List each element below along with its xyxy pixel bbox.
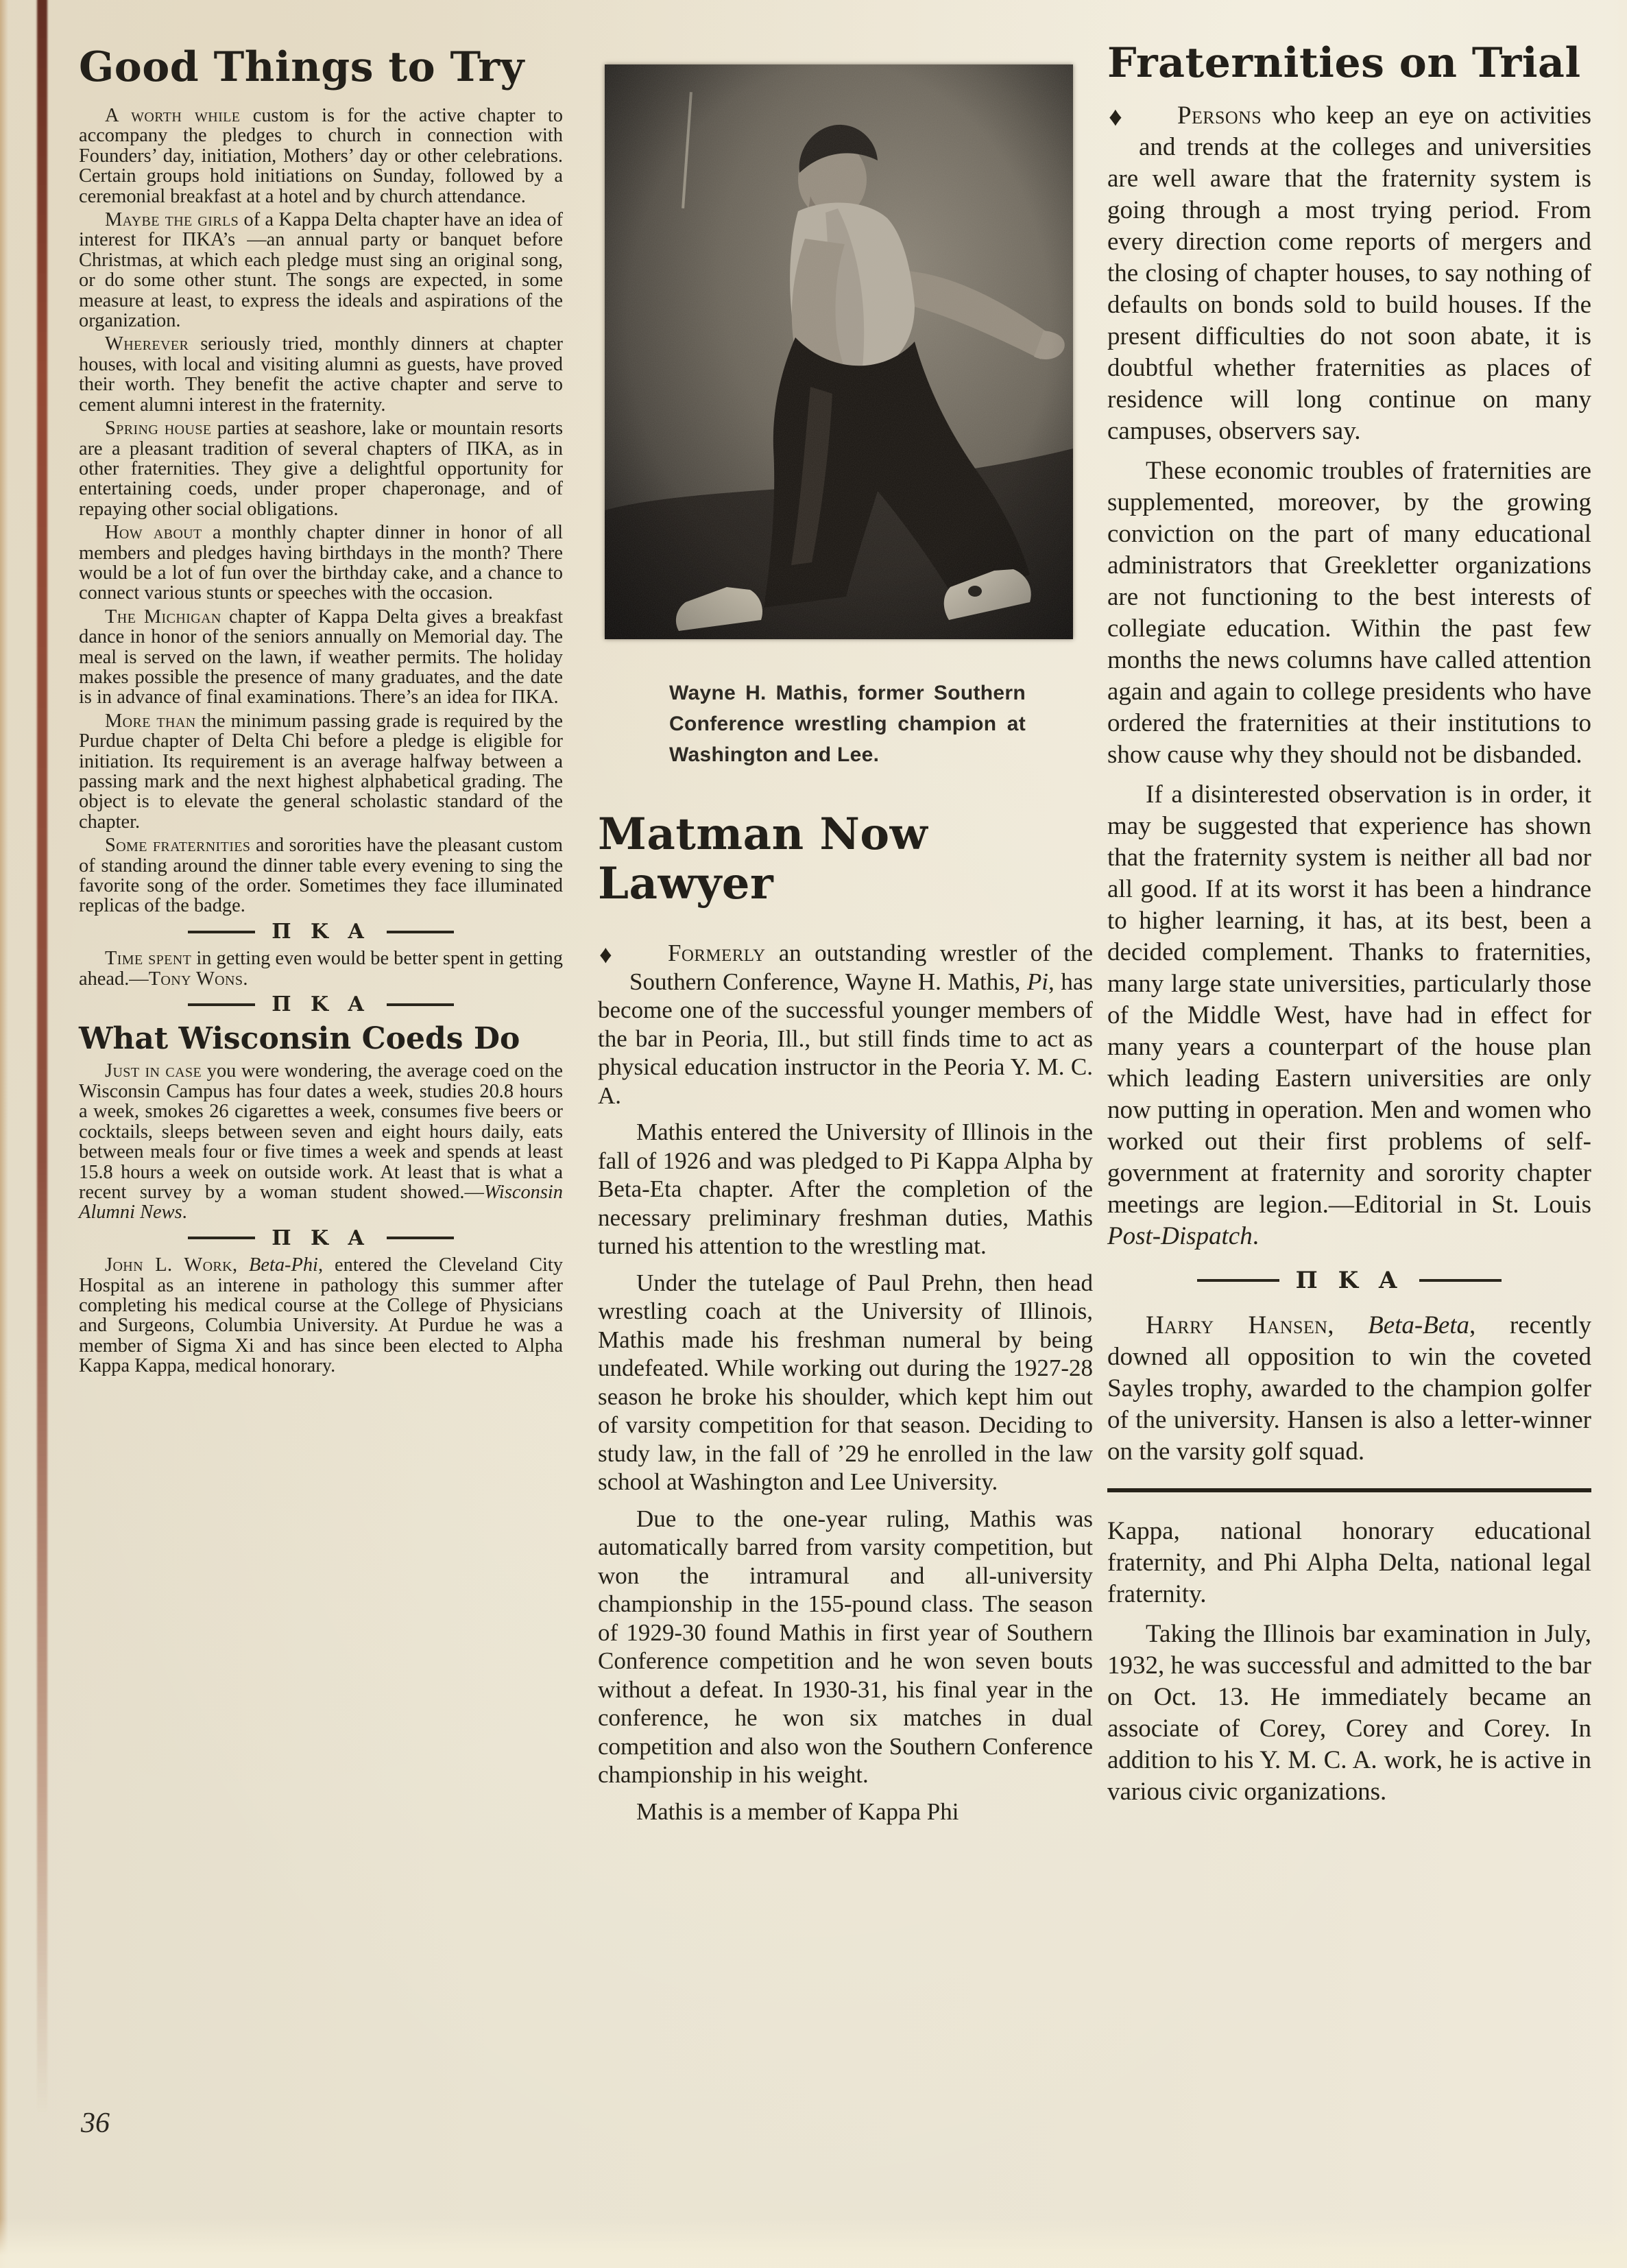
- pka-section-divider: [79, 992, 563, 1017]
- page-right-edge: [1609, 0, 1627, 2268]
- right-column: [1107, 41, 1591, 1816]
- left-column: [79, 41, 563, 1380]
- article-title-matman-now-lawyer: Matman Now Lawyer: [598, 809, 928, 909]
- block-para: Mathis entered the University of Illinois in the fall of 1926 and was pledged to Pi Kappa Alpha by Beta-Eta chapter. After the completion of the necessary preliminary freshman duties, Mathis turned his attention to the wrestling mat.: [598, 1119, 1093, 1259]
- block-para: Mathis is a member of Kappa Phi: [636, 1798, 959, 1825]
- section-rule: [1107, 1488, 1591, 1492]
- block-para: Time spent in getting even would be better spent in getting ahead.—Tony Wons.: [79, 948, 563, 990]
- block-para: The Michigan chapter of Kappa Delta gives a breakfast dance in honor of the seniors annually on Memorial day. The meal is served on the lawn, if weather permits. The holiday makes possible the presence of many graduates, and the date is in advance of final examinations. There’s an idea for ΠKA.: [79, 606, 564, 708]
- divider-dash: [387, 1003, 454, 1006]
- middle-column: [598, 41, 1093, 1834]
- diamond-bullet-icon: ♦: [1109, 102, 1122, 132]
- article-title-what-wisconsin-coeds-do: What Wisconsin Coeds Do: [79, 1021, 520, 1057]
- block-para: Just in case you were wondering, the average coed on the Wisconsin Campus has four dates a week, studies 20.8 hours a week, smokes 26 cigarettes a week, consumes five beers or cocktails, sleeps between seven and eight hours daily, eats between meals four or five times a week and spends at least 15.8 hours a week on outside work. At least that is what a recent survey by a woman student showed.—Wisconsin Alumni News.: [79, 1060, 563, 1223]
- page-number: 36: [81, 2108, 110, 2139]
- block-para: Spring house parties at seashore, lake or mountain resorts are a pleasant tradition of several chapters of ΠKA, as in other fraternities. They give a delightful opportunity for entertaining coeds, under proper chaperonage, and of repaying other social obligations.: [79, 418, 563, 520]
- pka-section-divider: [79, 919, 563, 944]
- block-para: Wherever seriously tried, monthly dinners at chapter houses, with local and visiting alumni as guests, have proved their worth. They benefit the active chapter and serve to cement alumni interest in the fraternity.: [79, 333, 563, 416]
- divider-dash: [188, 1003, 255, 1006]
- block-para: A worth while custom is for the active chapter to accompany the pledges to church in connection with Founders’ day, initiation, Mothers’ day or other celebrations. Certain groups hold initiations on Sunday, followed by a ceremonial breakfast at a hotel and by church attendance.: [79, 105, 563, 207]
- pka-divider-label: Π K A: [272, 919, 370, 944]
- divider-dash: [387, 1237, 454, 1239]
- pka-section-divider: [1107, 1265, 1591, 1296]
- pka-section-divider: [79, 1228, 563, 1248]
- divider-dash: [1197, 1279, 1279, 1282]
- scan-crease: [37, 0, 47, 2114]
- block-para: Due to the one-year ruling, Mathis was automatically barred from varsity competition, but won the intramural and all-university championship in the 155-pound class. The season of 1929-30 found Mathis in first year of Southern Conference competition and he won seven bouts without a defeat. In 1930-31, his final year in the conference, he won six matches in dual competition and also won the Southern Conference championship in his weight.: [598, 1505, 1093, 1788]
- article-title-good-things-to-try: Good Things to Try: [79, 43, 525, 91]
- pka-divider-label: Π K A: [272, 992, 370, 1017]
- block-para: Kappa, national honorary educational fraternity, and Phi Alpha Delta, national legal fraternity.: [1107, 1517, 1591, 1608]
- page-bottom-edge: [0, 2219, 1627, 2268]
- block-para: These economic troubles of fraternities are supplemented, moreover, by the growing conviction on the part of many educational administrators that Greekletter organizations are not functioning to the best interests of collegiate education. Within the past few months the news columns have called attention again and again to college presidents who have ordered the fraternities at their institutions to show cause why they should not be disbanded.: [1107, 457, 1591, 769]
- photo-caption: Wayne H. Mathis, former Southern Conference wrestling champion at Washington and Lee.: [669, 682, 1026, 766]
- pka-divider-label: Π K A: [272, 1226, 370, 1250]
- block-para: More than the minimum passing grade is required by the Purdue chapter of Delta Chi before a pledge is eligible for initiation. Its requirement is an average halfway between a passing mark and the next highest alphabetical grading. The object is to elevate the general scholastic standard of the chapter.: [79, 710, 563, 833]
- pka-divider-label: Π K A: [1295, 1267, 1403, 1294]
- block-para: Maybe the girls of a Kappa Delta chapter have an idea of interest for ΠKA’s —an annual party or banquet before Christmas, at which each pledge must sing an original song, or do some other stunt. The songs are expected, in some measure at least, to express the ideals and aspirations of the organization.: [79, 209, 563, 332]
- wrestler-photo-illustration: [605, 64, 1073, 639]
- block-para: ♦ Formerly an outstanding wrestler of the Southern Conference, Wayne H. Mathis, Pi, has become one of the successful younger members of the bar in Peoria, Ill., but still finds time to act as physical education instructor in the Peoria Y. M. C. A.: [598, 940, 1094, 1109]
- block-para: How about a monthly chapter dinner in honor of all members and pledges having birthdays in the month? There would be a lot of fun over the birthday cake, and a chance to connect various stunts or speeches with the occasion.: [79, 522, 563, 604]
- divider-dash: [188, 1237, 255, 1239]
- block-para: Some fraternities and sororities have the pleasant custom of standing around the dinner table every evening to sing the favorite song of the order. Sometimes they face illuminated replicas of the badge.: [79, 835, 563, 917]
- block-para: John L. Work, Beta-Phi, entered the Cleveland City Hospital as an interene in pathology this summer after completing his medical course at the College of Physicians and Surgeons, Columbia University. At Purdue he was a member of Sigma Xi and has since been elected to Alpha Kappa Kappa, medical honorary.: [79, 1254, 563, 1377]
- divider-dash: [188, 931, 255, 933]
- block-para: Harry Hansen, Beta-Beta, recently downed all opposition to win the coveted Sayles trophy, awarded to the champion golfer of the university. Hansen is also a letter-winner on the varsity golf squad.: [1107, 1311, 1591, 1466]
- block-para: ♦ Persons who keep an eye on activities and trends at the colleges and universities are well aware that the fraternity system is going through a most trying period. From every direction come reports of mergers and the closing of chapter houses, to say nothing of defaults on bonds sold to build houses. If the present difficulties do not soon abate, it is doubtful whether fraternities as places of residence will long continue on many campuses, observers say.: [1107, 102, 1591, 445]
- divider-dash: [1419, 1279, 1502, 1282]
- block-para: Taking the Illinois bar examination in July, 1932, he was successful and admitted to the bar on Oct. 13. He immediately became an associate of Corey, Corey and Corey. In addition to his Y. M. C. A. work, he is active in various civic organizations.: [1107, 1620, 1591, 1806]
- page-left-edge: [0, 0, 8, 2268]
- block-para: If a disinterested observation is in order, it may be suggested that experience has shown that the fraternity system is neither all bad nor all good. If at its worst it has been a hindrance to higher learning, it has, at its best, been a decided complement. Thanks to fraternities, many large state universities, particularly those of the Middle West, have had in effect for many years a counterpart of the house plan which leading Eastern universities are only now putting in operation. Men and women who worked out their first problems of self-government at fraternity and sorority chapter meetings are legion.—Editorial in St. Louis Post-Dispatch.: [1107, 780, 1591, 1250]
- divider-dash: [387, 931, 454, 933]
- diamond-bullet-icon: ♦: [599, 940, 612, 968]
- article-title-fraternities-on-trial: Fraternities on Trial: [1107, 39, 1581, 87]
- block-para: Under the tutelage of Paul Prehn, then head wrestling coach at the University of Illinois, Mathis made his freshman numeral by being undefeated. While working out during the 1927-28 season he broke his shoulder, which kept him out of varsity competition for that season. Deciding to study law, in the fall of ’29 he enrolled in the law school at Washington and Lee University.: [598, 1269, 1093, 1495]
- wrestler-photo: [605, 64, 1073, 639]
